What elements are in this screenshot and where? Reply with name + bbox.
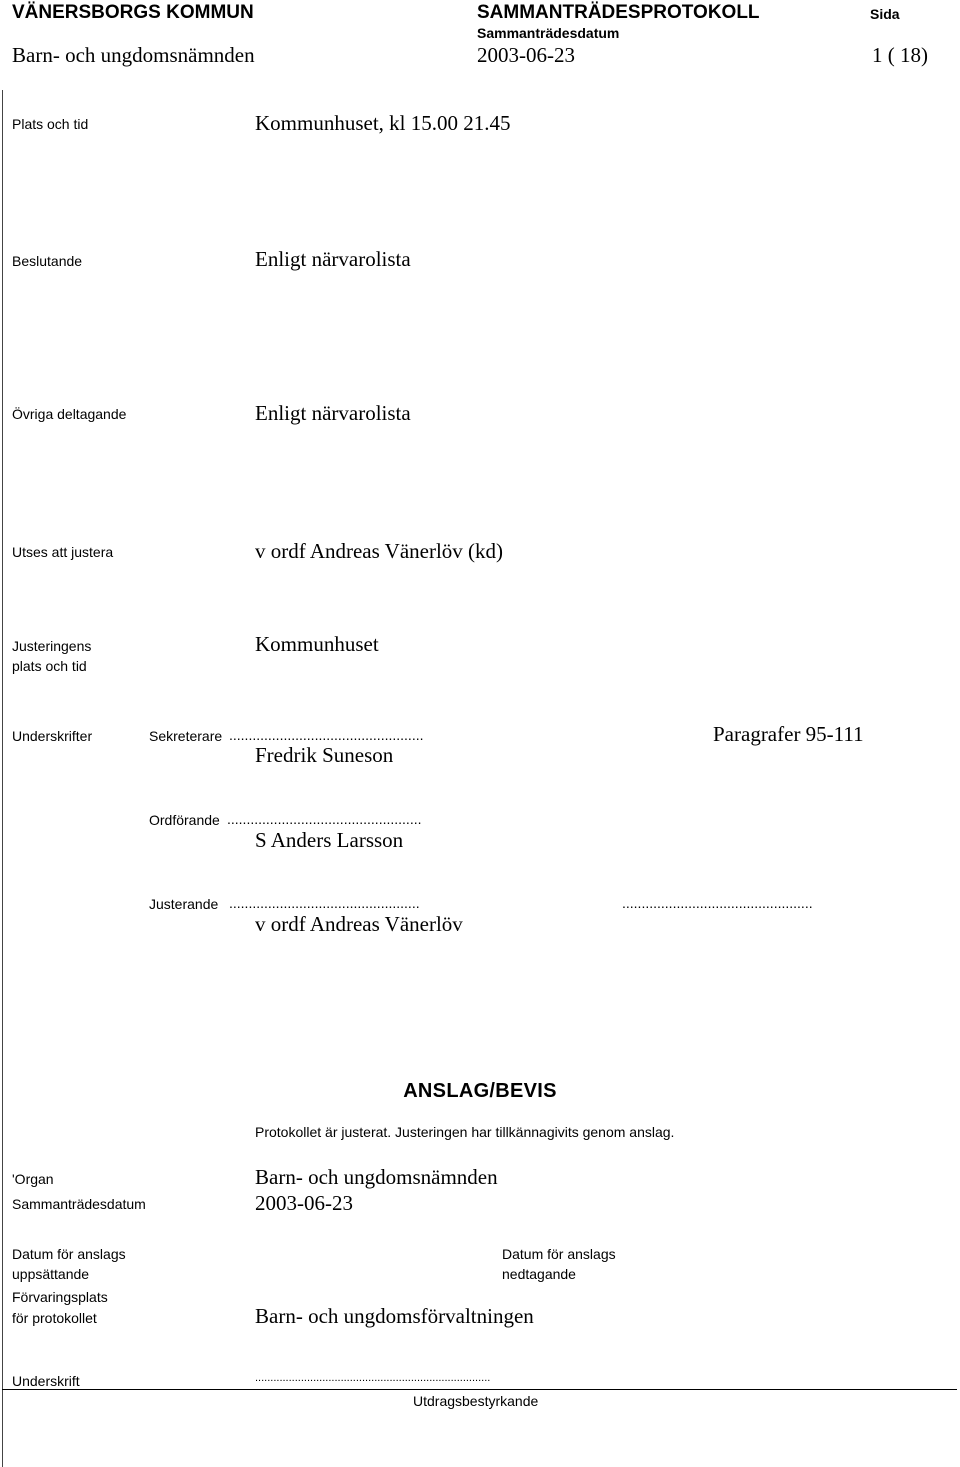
adjuster-signature-line-2: ................................................. xyxy=(622,895,813,911)
signature-caption: Utdragsbestyrkande xyxy=(413,1393,539,1409)
signatures-label: Underskrifter xyxy=(12,728,93,744)
meeting-date: 2003-06-23 xyxy=(477,43,575,67)
posted-date-label-2: uppsättande xyxy=(12,1266,90,1282)
signature-label: Underskrift xyxy=(12,1373,80,1389)
board-name: Barn- och ungdomsnämnden xyxy=(12,43,255,67)
organ-value: Barn- och ungdomsnämnden xyxy=(255,1165,498,1189)
others-label: Övriga deltagande xyxy=(12,406,127,422)
chair-label: Ordförande xyxy=(149,812,220,828)
place-label: Plats och tid xyxy=(12,116,89,132)
secretary-signature-line: .................................................. xyxy=(229,727,424,743)
meeting-date-label: Sammanträdesdatum xyxy=(477,25,620,41)
adjuster-label: Justerande xyxy=(149,896,219,912)
secretary-name: Fredrik Suneson xyxy=(255,743,394,767)
meeting-date-value-notice: 2003-06-23 xyxy=(255,1191,353,1215)
municipality-name: VÄNERSBORGS KOMMUN xyxy=(12,2,254,23)
adj-place-label-1: Justeringens xyxy=(12,638,92,654)
adjust-value: v ordf Andreas Vänerlöv (kd) xyxy=(255,539,504,563)
decision-value: Enligt närvarolista xyxy=(255,247,411,271)
page-label: Sida xyxy=(870,6,900,22)
meeting-date-label-notice: Sammanträdesdatum xyxy=(12,1196,146,1212)
others-value: Enligt närvarolista xyxy=(255,401,411,425)
decision-label: Beslutande xyxy=(12,253,83,269)
place-value: Kommunhuset, kl 15.00 21.45 xyxy=(255,111,511,135)
removed-date-label-1: Datum för anslags xyxy=(502,1246,616,1262)
signature-line: ............................................................................. xyxy=(255,1372,491,1384)
chair-name: S Anders Larsson xyxy=(255,828,404,852)
left-margin-rule xyxy=(2,90,3,1467)
secretary-label: Sekreterare xyxy=(149,728,223,744)
storage-label-2: för protokollet xyxy=(12,1310,97,1326)
storage-label-1: Förvaringsplats xyxy=(12,1289,108,1305)
chair-signature-line: .................................................. xyxy=(227,811,422,827)
adjuster-name: v ordf Andreas Vänerlöv xyxy=(255,912,463,936)
document-type: SAMMANTRÄDESPROTOKOLL xyxy=(477,2,760,23)
adj-place-label-2: plats och tid xyxy=(12,658,87,674)
page-number: 1 ( 18) xyxy=(872,43,928,67)
adjuster-signature-line-1: ................................................. xyxy=(229,895,420,911)
storage-value: Barn- och ungdomsförvaltningen xyxy=(255,1304,534,1328)
organ-label: 'Organ xyxy=(12,1171,54,1187)
notice-title: ANSLAG/BEVIS xyxy=(403,1080,557,1102)
paragraphs: Paragrafer 95-111 xyxy=(713,722,864,746)
notice-statement: Protokollet är justerat. Justeringen har tillkännagivits genom anslag. xyxy=(255,1124,675,1140)
adjust-label: Utses att justera xyxy=(12,544,114,560)
bottom-rule xyxy=(2,1389,957,1390)
posted-date-label-1: Datum för anslags xyxy=(12,1246,126,1262)
adj-place-value: Kommunhuset xyxy=(255,632,379,656)
removed-date-label-2: nedtagande xyxy=(502,1266,576,1282)
